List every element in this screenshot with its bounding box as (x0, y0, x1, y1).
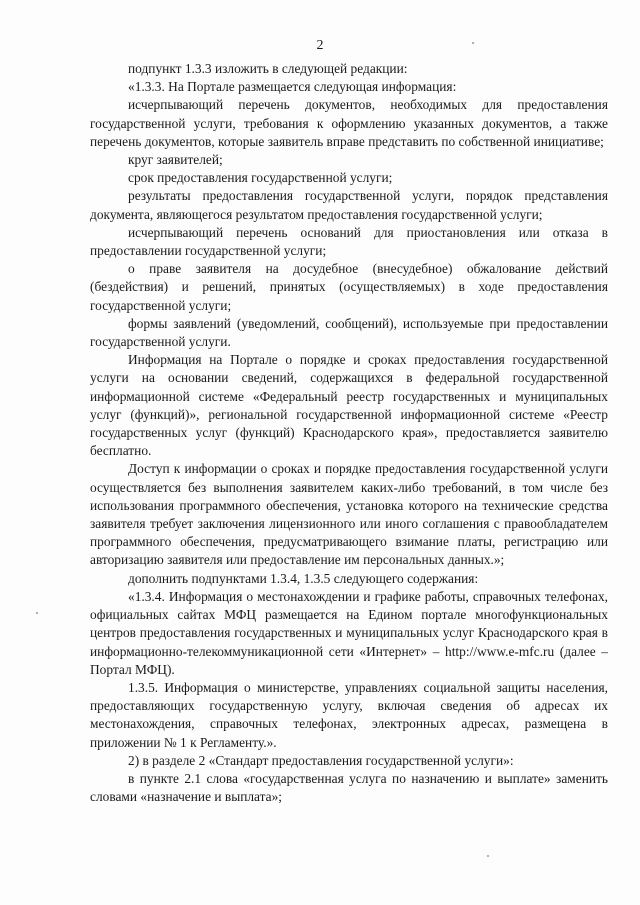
paragraph: Доступ к информации о сроках и порядке предоставления государственной услуги осуществляется без выполнения заявителем каких-либо требований, в том числе без использования программного обеспечения, установка которого на технические средства заявителя требует заключения лицензионного или иного соглашения с правообладателем программного обеспечения, предусматривающего взимание платы, регистрацию или авторизацию заявителя или предоставление им персональных данных.»; (90, 461, 608, 568)
paragraph: в пункте 2.1 слова «государственная услуга по назначению и выплате» заменить словами «назначение и выплата»; (90, 770, 608, 805)
paragraph: дополнить подпунктами 1.3.4, 1.3.5 следующего содержания: (128, 570, 479, 586)
paragraph: исчерпывающий перечень документов, необходимых для предоставления государственной услуги, требования к оформлению указанных документов, а также перечень документов, которые заявитель вправе представить по собственной инициативе; (90, 97, 608, 149)
paragraph: 1.3.5. Информация о министерстве, управлениях социальной защиты населения, предоставляющих государственную услугу, включая сведения об адресах их местонахождения, справочных телефонах, электронных адресах, размещена в приложении № 1 к Регламенту.». (90, 679, 608, 750)
paragraph: круг заявителей; (128, 152, 223, 168)
paragraph: подпункт 1.3.3 изложить в следующей редакции: (128, 61, 408, 76)
paragraph: срок предоставления государственной услуги; (128, 170, 393, 186)
paragraph: 2) в разделе 2 «Стандарт предоставления государственной услуги»: (128, 752, 514, 768)
paragraph: формы заявлений (уведомлений, сообщений), используемые при предоставлении государственной услуги. (90, 315, 608, 350)
paragraph: Информация на Портале о порядке и сроках предоставления государственной услуги на основании сведений, содержащихся в федеральной государственной информационной системе «Федеральный реестр государственных и муниципальных услуг (функций)», региональной государственной информационной системе «Реестр государственных услуг (функций) Краснодарского края», предоставляется заявителю бесплатно. (90, 352, 608, 459)
paragraph: «1.3.3. На Портале размещается следующая информация: (128, 79, 457, 95)
paragraph: результаты предоставления государственной услуги, порядок представления документа, являющегося результатом предоставления государственной услуги; (90, 188, 608, 222)
page-number: 2 (316, 38, 324, 53)
paragraph: о праве заявителя на досудебное (внесудебное) обжалование действий (бездействия) и решений, принятых (осуществляемых) в ходе предоставления государственной услуги; (90, 261, 608, 313)
scan-speck (472, 42, 474, 44)
scan-speck (487, 855, 489, 857)
document-body (90, 60, 608, 806)
scan-speck (36, 612, 38, 614)
paragraph: «1.3.4. Информация о местонахождении и графике работы, справочных телефонах, официальных сайтах МФЦ размещается на Едином портале многофункциональных центров предоставления государственных и муниципальных услуг Краснодарского края в информационно-телекоммуникационной сети «Интернет» – http://www.e-mfc.ru (далее – Портал МФЦ). (90, 588, 608, 677)
paragraph: исчерпывающий перечень оснований для приостановления или отказа в предоставлении государственной услуги; (90, 224, 608, 259)
